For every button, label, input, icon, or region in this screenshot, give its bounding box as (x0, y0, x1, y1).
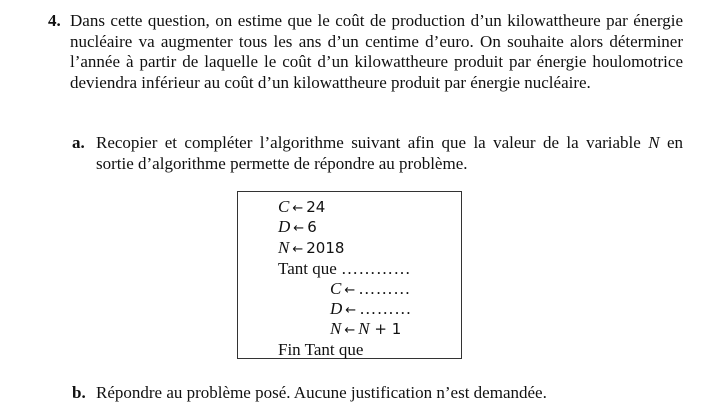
algo-line-while (278, 259, 411, 279)
algo-var: N (330, 319, 342, 338)
algo-line-c-init (278, 197, 325, 219)
assign-arrow-icon: ← (344, 323, 356, 338)
part-b-statement: Répondre au problème posé. Aucune justification n’est demandée. (96, 383, 547, 402)
algorithm-box (237, 191, 462, 359)
algo-var: D (330, 299, 343, 318)
d-update-blank: ……… (359, 299, 412, 318)
part-a-variable: N (648, 133, 660, 152)
question-statement: Dans cette question, on estime que le coût de production d’un kilowattheure par énergie nucléaire va augmenter tous les ans d’un centime d’euro. On souhaite alors déterminer l’année à partir de laquelle le coût d’un kilowattheure produit par énergie houlomotrice deviendra inférieur au coût d’un kilowattheure produit par énergie nucléaire. (70, 11, 683, 92)
algo-expr-num: 1 (391, 320, 402, 338)
algo-line-d-update (330, 299, 412, 321)
algo-line-end-while: Fin Tant que (278, 340, 364, 359)
assign-arrow-icon: ← (292, 242, 304, 257)
while-condition-blank: ………… (341, 259, 412, 278)
algo-line-n-update (330, 319, 401, 341)
c-update-blank: ……… (358, 279, 411, 298)
assign-arrow-icon: ← (293, 221, 305, 236)
algo-var: D (278, 217, 291, 236)
assign-arrow-icon: ← (345, 303, 357, 318)
while-keyword: Tant que (278, 259, 337, 278)
part-a-label: a. (72, 133, 85, 152)
assign-arrow-icon: ← (344, 283, 356, 298)
part-a-text-before: Recopier et compléter l’algorithme suivant afin que la valeur de la variable (96, 133, 649, 152)
algo-line-n-init (278, 238, 344, 260)
question-number: 4. (48, 11, 61, 30)
part-a-text-after: en sortie d’algorithme permette de répondre au problème. (96, 133, 683, 173)
algo-expr-var: N (358, 319, 370, 338)
algo-value: 6 (307, 218, 317, 236)
part-a-statement (96, 133, 683, 174)
algo-line-c-update (330, 279, 411, 301)
algo-var: C (330, 279, 342, 298)
algo-value: 24 (306, 198, 326, 216)
algo-var: C (278, 197, 290, 216)
algo-expr-op: + (369, 320, 392, 338)
algo-var: N (278, 238, 290, 257)
algo-value: 2018 (306, 239, 345, 257)
part-b-label: b. (72, 383, 86, 402)
assign-arrow-icon: ← (292, 201, 304, 216)
algo-line-d-init (278, 217, 317, 239)
